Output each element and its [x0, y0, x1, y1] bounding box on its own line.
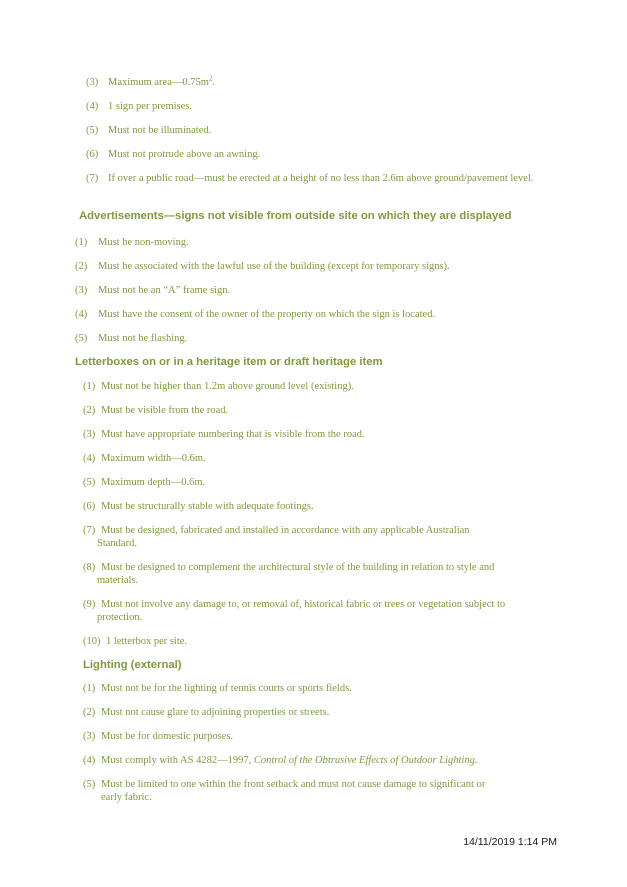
item-number: (4): [83, 453, 96, 464]
item-text: Must not cause glare to adjoining properties or streets.: [101, 707, 330, 718]
standard-title: Control of the Obtrusive Effects of Outdoor Lighting: [253, 755, 475, 766]
item-number: (7): [86, 173, 99, 184]
item-text: Must not be for the lighting of tennis courts or sports fields.: [101, 683, 352, 694]
item-text: Must not be illuminated.: [108, 125, 212, 136]
item-text: Must have the consent of the owner of the property on which the sign is located.: [98, 309, 436, 320]
item-text: Must comply with AS 4282—1997,: [101, 755, 254, 766]
item-text-continuation: Standard.: [97, 538, 137, 549]
item-text: Must not protrude above an awning.: [108, 149, 261, 160]
list-item: [83, 635, 563, 648]
item-number: (4): [86, 101, 99, 112]
item-text: Must be associated with the lawful use of the building (except for temporary signs).: [98, 261, 450, 272]
list-item: [83, 706, 563, 719]
item-number: (4): [83, 755, 96, 766]
item-text: Must not be flashing.: [98, 333, 188, 344]
item-number: (7): [83, 525, 96, 536]
item-number: (3): [75, 285, 88, 296]
item-number: (3): [86, 77, 99, 88]
list-item: [83, 778, 563, 804]
item-text: 1 letterbox per site.: [106, 636, 188, 647]
item-number: (1): [83, 381, 96, 392]
item-text: Must not be higher than 1.2m above ground level (existing).: [101, 381, 354, 392]
item-number: (2): [75, 261, 88, 272]
list-item: [83, 524, 563, 550]
item-text: Must be non-moving.: [98, 237, 189, 248]
list-item: [83, 730, 563, 743]
section-heading-letterboxes: Letterboxes on or in a heritage item or draft heritage item: [75, 356, 383, 368]
item-number: (2): [83, 405, 96, 416]
list-item: [83, 561, 563, 587]
list-item: [75, 308, 565, 321]
letterboxes-conditions-list: [83, 380, 563, 659]
item-text: Must have appropriate numbering that is visible from the road.: [101, 429, 365, 440]
item-number: (2): [83, 707, 96, 718]
item-text: 1 sign per premises.: [108, 101, 192, 112]
superscript: 2: [208, 74, 213, 83]
list-item: [86, 124, 556, 137]
item-number: (5): [83, 779, 96, 790]
item-text: Must not be an “A” frame sign.: [98, 285, 231, 296]
list-item: [75, 236, 565, 249]
item-text: If over a public road—must be erected at a height of no less than 2.6m above ground/pavement level.: [108, 173, 534, 184]
signs-conditions-list: [86, 76, 556, 196]
advertisements-conditions-list: [75, 236, 565, 356]
list-item: [75, 332, 565, 345]
list-item: [83, 476, 563, 489]
item-text-continuation: protection.: [97, 612, 143, 623]
item-text: Maximum depth—0.6m.: [101, 477, 206, 488]
item-number: (6): [86, 149, 99, 160]
list-item: [83, 404, 563, 417]
list-item: [75, 284, 565, 297]
item-text: Must be designed, fabricated and installed in accordance with any applicable Australian: [101, 525, 470, 536]
list-item: [83, 682, 563, 695]
item-text: Maximum area—0.75m: [108, 77, 209, 88]
lighting-conditions-list: [83, 682, 563, 815]
item-number: (6): [83, 501, 96, 512]
item-text: Must be designed to complement the architectural style of the building in relation to style and: [101, 562, 495, 573]
list-item: [83, 380, 563, 393]
item-number: (10): [83, 636, 101, 647]
item-number: (8): [83, 562, 96, 573]
item-text-continuation: materials.: [97, 575, 139, 586]
list-item: [83, 598, 563, 624]
list-item: (3) Maximum $area—0.75m^2$.: [86, 74, 216, 88]
item-number: (4): [75, 309, 88, 320]
item-number: (5): [83, 477, 96, 488]
item-number: (5): [86, 125, 99, 136]
item-number: (3): [83, 429, 96, 440]
list-item: [83, 428, 563, 441]
item-text: Must not involve any damage to, or removal of, historical fabric or trees or vegetation subject to: [101, 599, 506, 610]
print-timestamp: 14/11/2019 1:14 PM: [463, 836, 557, 848]
section-heading-lighting: Lighting (external): [83, 659, 182, 671]
list-item: [86, 172, 556, 185]
list-item: [83, 500, 563, 513]
item-text-continuation: early fabric.: [101, 792, 152, 803]
item-number: (1): [75, 237, 88, 248]
list-item: (4) Must comply with AS 4282—1997, Control of the Obtrusive Effects of Outdoor Lighting.: [83, 755, 478, 766]
item-text: Must be visible from the road.: [101, 405, 229, 416]
item-number: (1): [83, 683, 96, 694]
item-number: (5): [75, 333, 88, 344]
list-item: [83, 452, 563, 465]
section-heading-advertisements: Advertisements—signs not visible from outside site on which they are displayed: [79, 210, 512, 222]
item-text: Must be for domestic purposes.: [101, 731, 234, 742]
item-number: (9): [83, 599, 96, 610]
list-item: [86, 148, 556, 161]
item-number: (3): [83, 731, 96, 742]
item-text: Must be structurally stable with adequate footings.: [101, 501, 314, 512]
item-text: Maximum width—0.6m.: [101, 453, 206, 464]
list-item: [75, 260, 565, 273]
item-text: Must be limited to one within the front setback and must not cause damage to significant or: [101, 779, 486, 790]
list-item: [86, 100, 556, 113]
